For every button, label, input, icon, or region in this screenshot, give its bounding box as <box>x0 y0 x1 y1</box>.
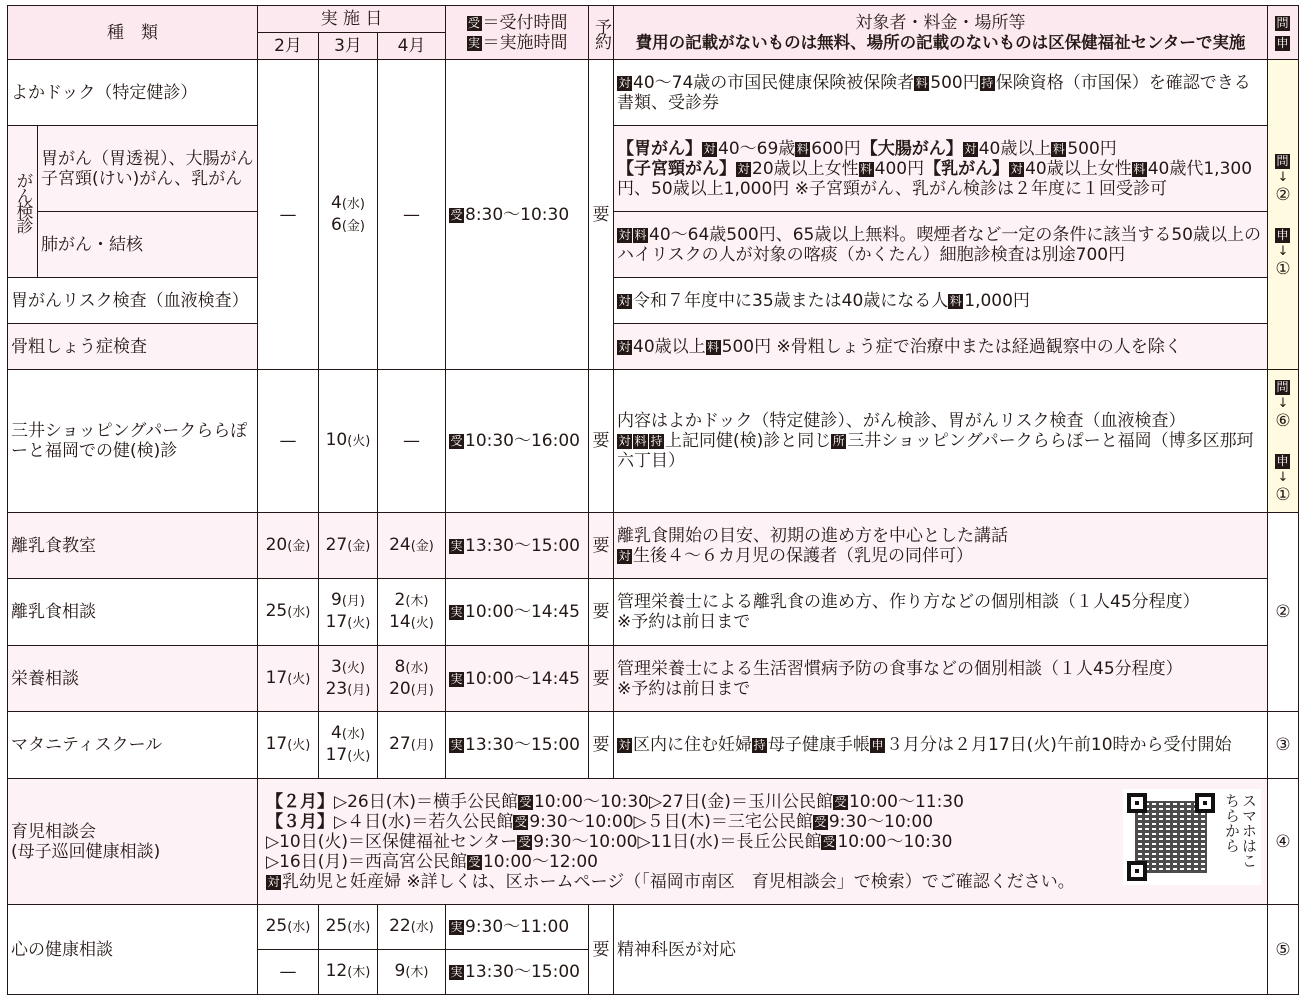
header-dates: 実 施 日 <box>258 6 446 33</box>
description: 内容はよかドック（特定健診）、がん検診、胃がんリスク検査（血液検査） 対 料 持 上記同健(検)診と同じ所 三井ショッピングパークららぽーと福岡（博多区那珂六丁目） <box>614 370 1268 513</box>
time: 実 9:30〜11:00 <box>446 905 589 950</box>
implement-badge-icon: 実 <box>467 35 480 50</box>
bring-badge-icon: 持 <box>650 434 663 448</box>
bring-badge-icon: 持 <box>753 738 766 752</box>
description: 管理栄養士による離乳食の進め方、作り方などの個別相談（１人45分程度） ※予約は前日まで <box>614 579 1268 646</box>
date-feb: — <box>258 370 319 513</box>
fee-badge-icon: 料 <box>707 339 720 354</box>
row-name: 離乳食相談 <box>8 579 258 646</box>
table-row <box>8 579 1299 646</box>
table-row <box>8 370 1299 513</box>
description: 対 40〜74歳の市国民健康保険被保険者料 500円持 保険資格（市国保）を確認できる書類、受診券 <box>614 60 1268 126</box>
reservation: 要 <box>589 370 614 513</box>
table-row <box>8 905 1299 950</box>
apply-badge-icon: 申 <box>1276 227 1289 242</box>
target-badge-icon: 対 <box>618 227 631 242</box>
description: 精神科医が対応 <box>614 905 1268 995</box>
time: 実 13:30〜15:00 <box>446 513 589 579</box>
row-name: 離乳食教室 <box>8 513 258 579</box>
qr-code-block[interactable] <box>1123 789 1261 885</box>
bring-badge-icon: 持 <box>981 75 994 90</box>
date-mar: 27(金) <box>319 513 378 579</box>
arrow-down-icon: ↓ <box>1277 169 1289 185</box>
reception-badge-icon: 受 <box>518 834 531 849</box>
date-apr: 27(月) <box>378 712 446 779</box>
header-month-apr: 4月 <box>378 33 446 60</box>
description: 【胃がん】対 40〜69歳料 600円【大腸がん】対 40歳以上料 500円 【子宮頸がん】対 20歳以上女性料 400円【乳がん】対 40歳以上女性料 40歳代1,300円、50歳以上1,000円 ※子宮頸がん、乳がん検診は２年度に１回受診可 <box>614 126 1268 212</box>
time: 受 10:30〜16:00 <box>446 370 589 513</box>
table-row <box>8 278 1299 324</box>
header-time-legend: 受 ＝受付時間 実 ＝実施時間 <box>446 6 589 60</box>
time: 実 13:30〜15:00 <box>446 950 589 995</box>
table-row <box>8 324 1299 370</box>
contact: ⑤ <box>1268 905 1299 995</box>
implement-badge-icon: 実 <box>450 605 463 619</box>
row-name: 栄養相談 <box>8 646 258 712</box>
reception-badge-icon: 受 <box>450 207 463 222</box>
implement-badge-icon: 実 <box>450 671 463 686</box>
date-feb: — <box>258 950 319 995</box>
date-feb: 17(火) <box>258 712 319 779</box>
reception-badge-icon: 受 <box>450 434 463 448</box>
time: 実 10:00〜14:45 <box>446 579 589 646</box>
date-apr: — <box>378 60 446 370</box>
description: 対 料 40〜64歳500円、65歳以上無料。喫煙者など一定の条件に該当する50歳以上のハイリスクの人が対象の喀痰（かくたん）細胞診検査は別途700円 <box>614 212 1268 278</box>
header-target: 対象者・料金・場所等 費用の記載がないものは無料、場所の記載のないものは区保健福祉センターで実施 <box>614 6 1268 60</box>
fee-badge-icon: 料 <box>915 75 928 90</box>
target-badge-icon: 対 <box>618 434 631 448</box>
fee-badge-icon: 料 <box>949 293 962 308</box>
table-row <box>8 779 1299 905</box>
date-feb: 25(水) <box>258 905 319 950</box>
inquiry-badge-icon: 問 <box>1276 15 1289 30</box>
contact: 問 ↓ ⑥ 申 ↓ ① <box>1268 370 1299 513</box>
row-name: 肺がん・結核 <box>38 212 258 278</box>
target-badge-icon: 対 <box>618 293 631 308</box>
time: 実 13:30〜15:00 <box>446 712 589 779</box>
date-apr: — <box>378 370 446 513</box>
date-apr: 9(木) <box>378 950 446 995</box>
date-apr: 2(木) 14(火) <box>378 579 446 646</box>
date-feb: 20(金) <box>258 513 319 579</box>
reservation: 要 <box>589 712 614 779</box>
fee-badge-icon: 料 <box>860 161 873 176</box>
date-mar: 4(水) 6(金) <box>319 60 378 370</box>
reception-badge-icon: 受 <box>468 854 481 869</box>
reception-badge-icon: 受 <box>519 794 532 809</box>
table-row <box>8 646 1299 712</box>
date-apr: 8(水) 20(月) <box>378 646 446 712</box>
date-feb: 25(水) <box>258 579 319 646</box>
contact: ③ <box>1268 712 1299 779</box>
reception-badge-icon: 受 <box>514 814 527 829</box>
reservation: 要 <box>589 905 614 995</box>
arrow-down-icon: ↓ <box>1277 470 1289 485</box>
header-contact <box>1268 6 1299 60</box>
date-mar: 25(水) <box>319 905 378 950</box>
target-badge-icon: 対 <box>618 738 631 752</box>
target-badge-icon: 対 <box>964 141 977 156</box>
target-badge-icon: 対 <box>618 75 631 90</box>
contact: ④ <box>1268 779 1299 905</box>
fee-badge-icon: 料 <box>634 227 647 242</box>
date-apr: 24(金) <box>378 513 446 579</box>
qr-code-icon[interactable] <box>1127 793 1215 881</box>
header-month-mar: 3月 <box>319 33 378 60</box>
description: 離乳食開始の目安、初期の進め方を中心とした講話 対 生後４〜６カ月児の保護者（乳児の同伴可） <box>614 513 1268 579</box>
date-mar: 10(火) <box>319 370 378 513</box>
table-row <box>8 513 1299 579</box>
table-row <box>8 126 1299 212</box>
reservation: 要 <box>589 60 614 370</box>
date-mar: 9(月) 17(火) <box>319 579 378 646</box>
row-name: マタニティスクール <box>8 712 258 779</box>
date-mar: 4(水) 17(火) <box>319 712 378 779</box>
header-type: 種 類 <box>8 6 258 60</box>
arrow-down-icon: ↓ <box>1277 243 1289 259</box>
implement-badge-icon: 実 <box>450 538 463 553</box>
table-row <box>8 712 1299 779</box>
date-feb: 17(火) <box>258 646 319 712</box>
header-reservation: 予約 <box>589 6 614 60</box>
fee-badge-icon: 料 <box>1133 161 1146 176</box>
fee-badge-icon: 料 <box>1052 141 1065 156</box>
description: 対 令和７年度中に35歳または40歳になる人料 1,000円 <box>614 278 1268 324</box>
health-schedule-table <box>7 5 1299 995</box>
date-feb: — <box>258 60 319 370</box>
reservation: 要 <box>589 646 614 712</box>
description: 管理栄養士による生活習慣病予防の食事などの個別相談（１人45分程度） ※予約は前日まで <box>614 646 1268 712</box>
reservation: 要 <box>589 513 614 579</box>
target-badge-icon: 対 <box>618 339 631 354</box>
target-badge-icon: 対 <box>618 548 631 563</box>
reception-badge-icon: 受 <box>822 834 835 849</box>
target-badge-icon: 対 <box>267 874 280 889</box>
row-name: 胃がん（胃透視）、大腸がん子宮頸(けい)がん、乳がん <box>38 126 258 212</box>
row-name: 三井ショッピングパークららぽーと福岡での健(検)診 <box>8 370 258 513</box>
row-name: よかドック（特定健診） <box>8 60 258 126</box>
description: 【２月】▷26日(木)＝横手公民館受 10:00〜10:30▷27日(金)＝玉川公民館受 10:00〜11:30 【３月】▷４日(水)＝若久公民館受 9:30〜10:00▷５日(木)＝三宅公民館受 9:30〜10:00 ▷10日(火)＝区保健福祉センター受 9:30〜10:00▷11日(水)＝長丘公民館受 10:00〜10:30 ▷16日(月)＝西高宮公民館受 10:00〜12:00 対 乳幼児と妊産婦 ※詳しくは、区ホームページ（「福岡市南区 育児相談会」で検索）でご確認ください。 スマホはこちらから <box>258 779 1268 905</box>
qr-caption: スマホはこちらから <box>1223 793 1258 868</box>
cancer-group-label: がん検診 <box>8 126 38 278</box>
description: 対 40歳以上料 500円 ※骨粗しょう症で治療中または経過観察中の人を除く <box>614 324 1268 370</box>
target-badge-icon: 対 <box>1010 161 1023 176</box>
reservation: 要 <box>589 579 614 646</box>
row-name: 育児相談会 (母子巡回健康相談) <box>8 779 258 905</box>
contact: 問 ↓ ② 申 ↓ ① <box>1268 60 1299 370</box>
reception-badge-icon: 受 <box>834 794 847 809</box>
inquiry-badge-icon: 問 <box>1276 153 1289 168</box>
time: 実 10:00〜14:45 <box>446 646 589 712</box>
inquiry-badge-icon: 問 <box>1276 380 1289 394</box>
date-mar: 12(木) <box>319 950 378 995</box>
header-month-feb: 2月 <box>258 33 319 60</box>
table-row <box>8 60 1299 126</box>
date-apr: 22(水) <box>378 905 446 950</box>
apply-badge-icon: 申 <box>1276 35 1289 50</box>
fee-badge-icon: 料 <box>634 434 647 448</box>
target-badge-icon: 対 <box>703 141 716 156</box>
row-name: 心の健康相談 <box>8 905 258 995</box>
implement-badge-icon: 実 <box>450 965 463 979</box>
description: 対 区内に住む妊婦持 母子健康手帳申 ３月分は２月17日(火)午前10時から受付開始 <box>614 712 1268 779</box>
time: 受 8:30〜10:30 <box>446 60 589 370</box>
implement-badge-icon: 実 <box>450 920 463 934</box>
reception-badge-icon: 受 <box>467 15 480 30</box>
arrow-down-icon: ↓ <box>1277 396 1289 411</box>
place-badge-icon: 所 <box>832 434 845 448</box>
row-name: 胃がんリスク検査（血液検査） <box>8 278 258 324</box>
target-badge-icon: 対 <box>737 161 750 176</box>
apply-badge-icon: 申 <box>1276 454 1289 468</box>
fee-badge-icon: 料 <box>796 141 809 156</box>
row-name: 骨粗しょう症検査 <box>8 324 258 370</box>
contact: ② <box>1268 513 1299 712</box>
reception-badge-icon: 受 <box>814 814 827 829</box>
apply-badge-icon: 申 <box>871 738 884 752</box>
implement-badge-icon: 実 <box>450 738 463 752</box>
table-row <box>8 212 1299 278</box>
date-mar: 3(火) 23(月) <box>319 646 378 712</box>
